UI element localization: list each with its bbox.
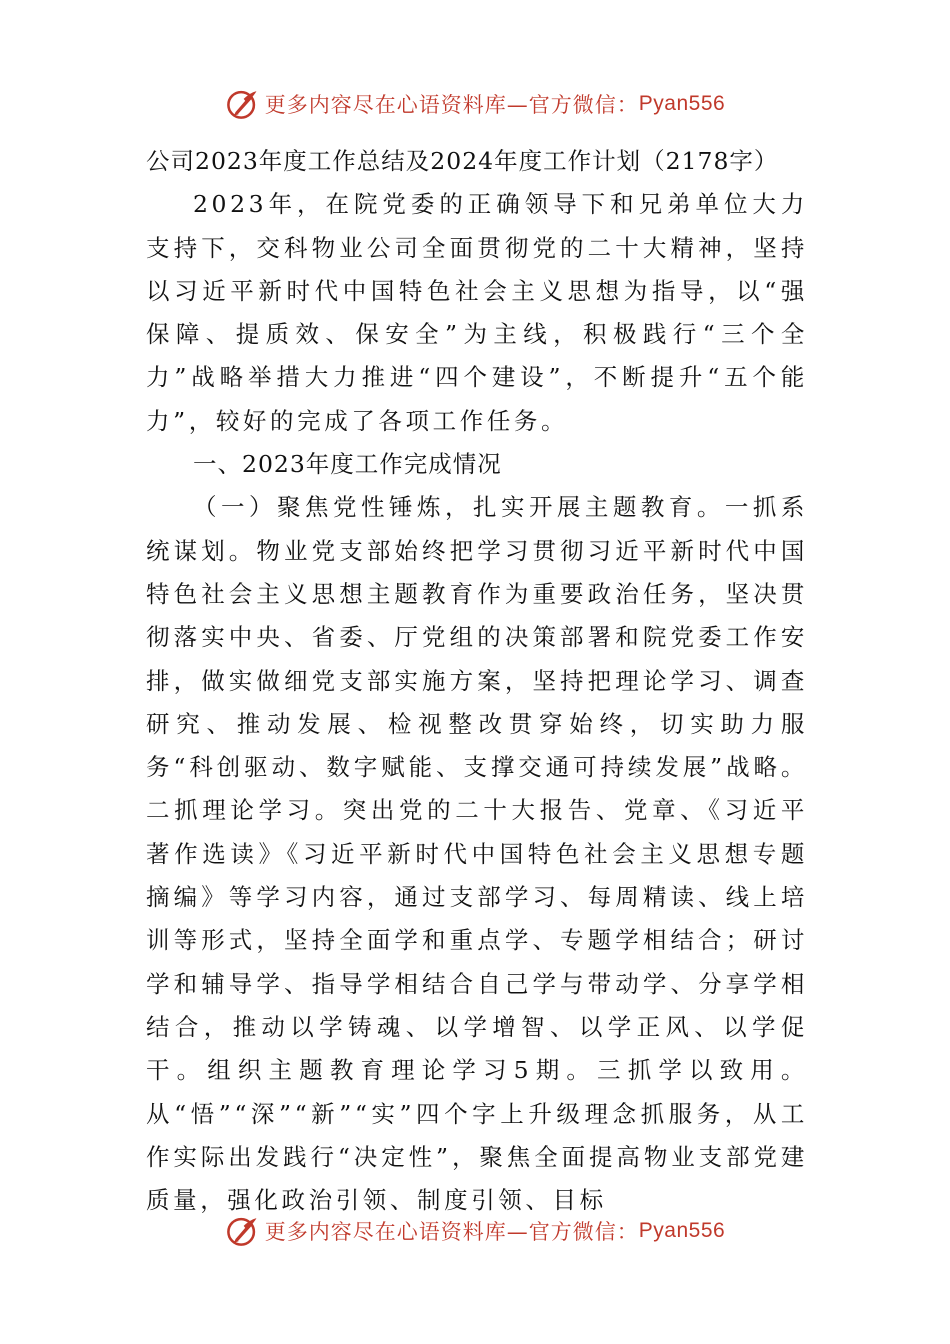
quill-pen-logo-icon [225, 1214, 259, 1248]
document-body [146, 140, 808, 1222]
quill-pen-logo-icon [225, 87, 259, 121]
banner-handle: Pyan556 [638, 1219, 726, 1242]
intro-paragraph: 2023年，在院党委的正确领导下和兄弟单位大力支持下，交科物业公司全面贯彻党的二十大精神，坚持以习近平新时代中国特色社会主义思想为指导，以“强保障、提质效、保安全”为主线，积极践行“三个全力”战略举措大力推进“四个建设”，不断提升“五个能力”，较好的完成了各项工作任务。 [146, 190, 808, 435]
banner-handle: Pyan556 [638, 92, 726, 115]
section-heading: 一、2023年度工作完成情况 [193, 450, 502, 479]
banner-text: 更多内容尽在心语资料库—官方微信： [264, 1220, 639, 1244]
banner-text: 更多内容尽在心语资料库—官方微信： [264, 93, 639, 117]
section-paragraph: （一）聚焦党性锤炼，扎实开展主题教育。一抓系统谋划。物业党支部始终把学习贯彻习近平新时代中国特色社会主义思想主题教育作为重要政治任务，坚决贯彻落实中央、省委、厅党组的决策部署和院党委工作安排，做实做细党支部实施方案，坚持把理论学习、调查研究、推动发展、检视整改贯穿始终，切实助力服务“科创驱动、数字赋能、支撑交通可持续发展”战略。二抓理论学习。突出党的二十大报告、党章、《习近平著作选读》《习近平新时代中国特色社会主义思想专题摘编》等学习内容，通过支部学习、每周精读、线上培训等形式，坚持全面学和重点学、专题学相结合；研讨学和辅导学、指导学相结合自己学与带动学、分享学相结合，推动以学铸魂、以学增智、以学正风、以学促干。组织主题教育理论学习5期。三抓学以致用。从“悟”“深”“新”“实”四个字上升级理念抓服务，从工作实际出发践行“决定性”，聚焦全面提高物业支部党建质量，强化政治引领、制度引领、目标 [146, 493, 808, 1215]
header-watermark-banner [0, 84, 950, 124]
footer-watermark-banner [0, 1211, 950, 1251]
document-title: 公司2023年度工作总结及2024年度工作计划（2178字） [146, 147, 779, 175]
